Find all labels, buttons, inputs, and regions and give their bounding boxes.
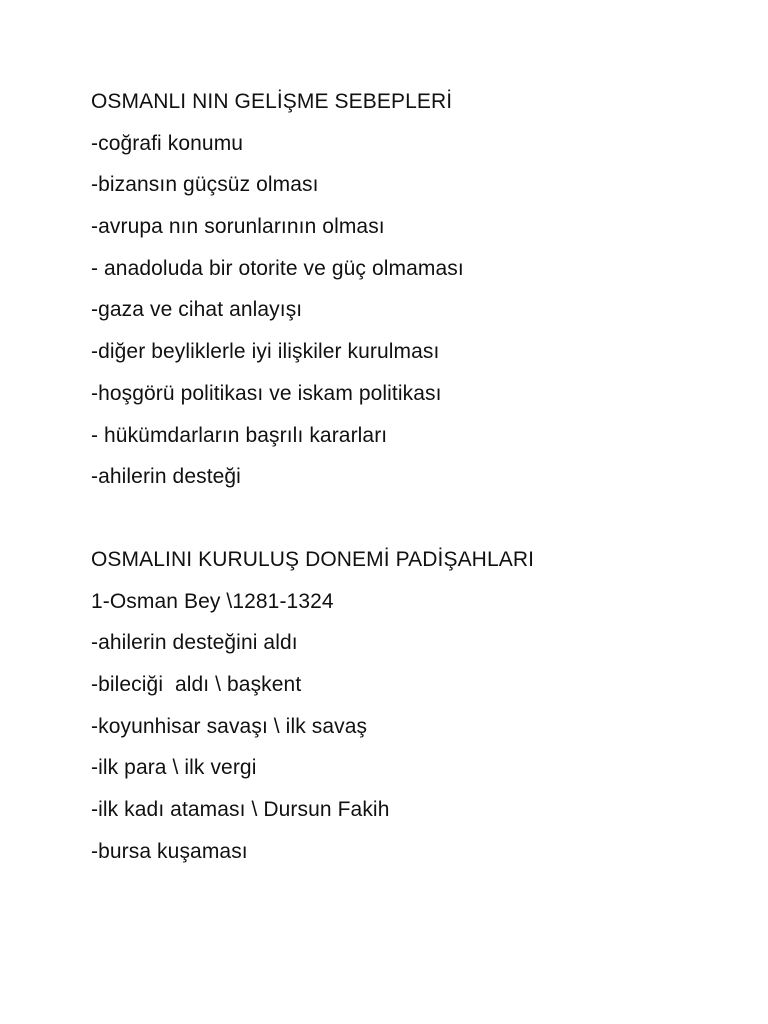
section-heading: OSMALINI KURULUŞ DONEMİ PADİŞAHLARI — [91, 548, 535, 571]
list-item: -bizansın güçsüz olması — [91, 173, 319, 197]
list-item: -diğer beyliklerle iyi ilişkiler kurulması — [91, 340, 440, 364]
list-item: -ahilerin desteğini aldı — [91, 631, 298, 655]
list-item: -ahilerin desteği — [91, 465, 241, 489]
section-founding-sultans — [91, 546, 731, 880]
list-item: -bursa kuşaması — [91, 839, 248, 863]
list-item: -avrupa nın sorunlarının olması — [91, 215, 385, 239]
list-item: -bileciği aldı \ başkent — [91, 673, 302, 697]
list-item: -ilk para \ ilk vergi — [91, 756, 257, 780]
section-heading: OSMANLI NIN GELİŞME SEBEPLERİ — [91, 90, 453, 113]
list-item: - hükümdarların başrılı kararları — [91, 423, 388, 447]
list-item: -ilk kadı ataması \ Dursun Fakih — [91, 798, 390, 822]
list-item: -coğrafi konumu — [91, 131, 244, 155]
list-item: -gaza ve cihat anlayışı — [91, 298, 303, 322]
sultan-heading: 1-Osman Bey \1281-1324 — [91, 589, 334, 613]
list-item: -hoşgörü politikası ve iskam politikası — [91, 381, 442, 405]
list-item: -koyunhisar savaşı \ ilk savaş — [91, 714, 368, 738]
section-ottoman-rise-reasons — [91, 88, 731, 505]
list-item: - anadoluda bir otorite ve güç olmaması — [91, 256, 464, 280]
